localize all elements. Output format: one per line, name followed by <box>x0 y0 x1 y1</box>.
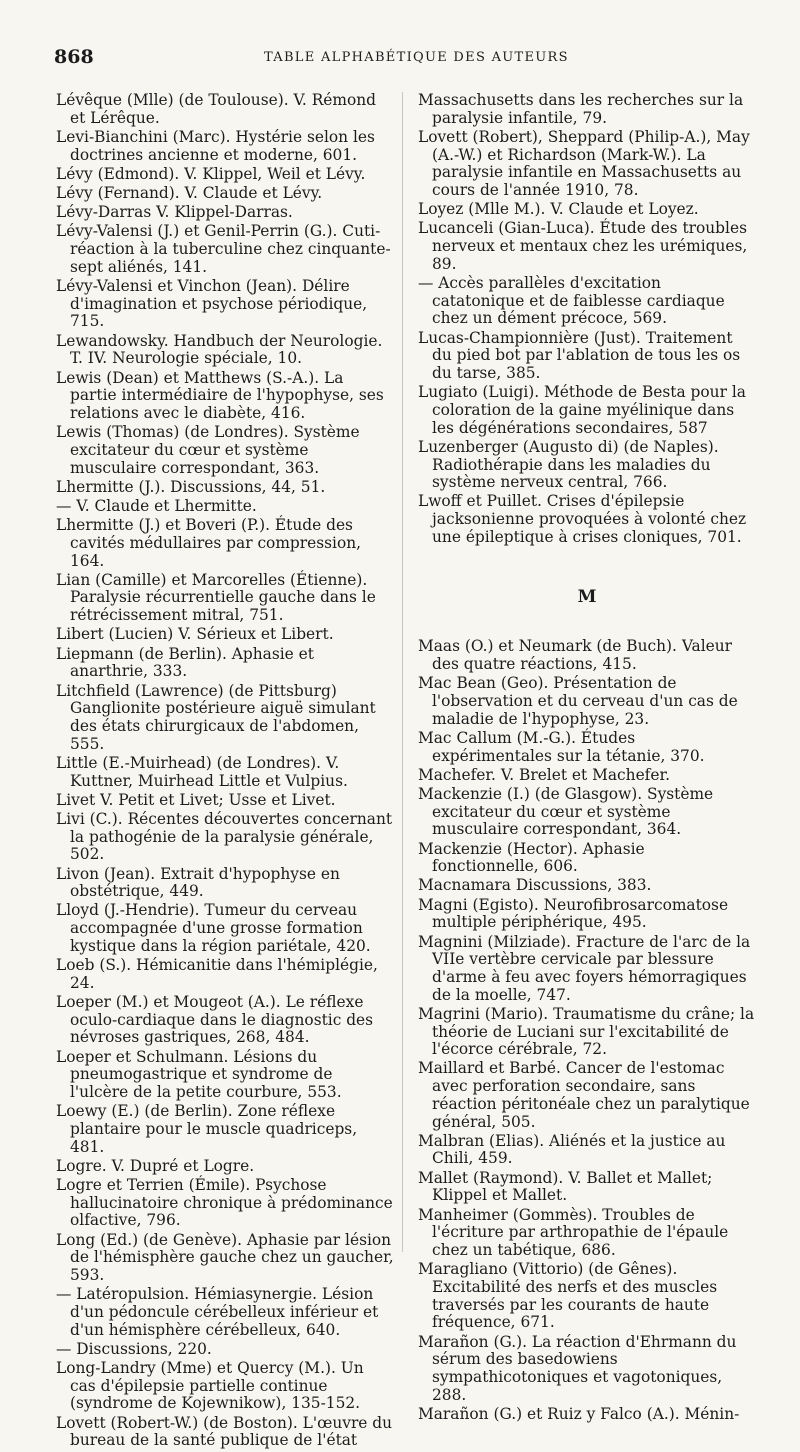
index-entry: Loewy (E.) (de Berlin). Zone réflexe plantaire pour le muscle quadriceps, 481. <box>56 1102 358 1156</box>
index-entry: Lévy-Darras V. Klippel-Darras. <box>56 203 293 222</box>
index-entry: Lucas-Championnière (Just). Traitement du pied bot par l'ablation de tous les os du tarse, 385. <box>418 328 741 383</box>
index-entry: — Accès parallèles d'excitation catatonique et de faiblesse cardiaque chez un dément précoce, 569. <box>418 274 725 328</box>
index-entry: Mac Bean (Geo). Présentation de l'observation et du cerveau d'un cas de maladie de l'hypophyse, 23. <box>418 674 738 728</box>
index-entry: Lévy (Edmond). V. Klippel, Weil et Lévy. <box>56 164 366 183</box>
index-entry: Maragliano (Vittorio) (de Gênes). Excitabilité des nerfs et des muscles traversés par les courants de haute fréquence, 671. <box>418 1260 718 1332</box>
running-title: TABLE ALPHABÉTIQUE DES AUTEURS <box>264 50 569 65</box>
index-entry: Magnini (Milziade). Fracture de l'arc de la VIIe vertèbre cervicale par blessure d'arme à feu avec foyers hémorragiques de la moelle, 747. <box>418 932 751 1004</box>
index-entry: — Latéropulsion. Hémiasynergie. Lésion d'un pédoncule cérébelleux inférieur et d'un hémisphère cérébelleux, 640. <box>56 1285 379 1339</box>
index-entry: Lhermitte (J.). Discussions, 44, 51. <box>56 477 326 496</box>
index-entry: Lévêque (Mlle) (de Toulouse). V. Rémond et Lérêque. <box>56 91 377 127</box>
index-entry: Lloyd (J.-Hendrie). Tumeur du cerveau accompagnée d'une grosse formation kystique dans la région pariétale, 420. <box>56 901 371 955</box>
index-entry: — V. Claude et Lhermitte. <box>56 496 257 515</box>
index-entry: Litchfield (Lawrence) (de Pittsburg) Ganglionite postérieure aiguë simulant des états chirurgicaux de l'abdomen, 555. <box>56 681 376 753</box>
page-header <box>54 46 758 76</box>
index-entry: Lewis (Dean) et Matthews (S.-A.). La partie intermédiaire de l'hypophyse, ses relations avec le diabète, 416. <box>56 368 384 422</box>
index-entry: Massachusetts dans les recherches sur la paralysie infantile, 79. <box>418 91 744 127</box>
index-entry: Loyez (Mlle M.). V. Claude et Loyez. <box>418 200 699 219</box>
column-divider <box>402 92 403 1252</box>
index-entry: Malbran (Elias). Aliénés et la justice au Chili, 459. <box>418 1131 726 1168</box>
right-column <box>418 92 756 1425</box>
left-column <box>56 92 394 1452</box>
index-entry: Lian (Camille) et Marcorelles (Étienne). Paralysie récurrentielle gauche dans le rétrécissement mitral, 751. <box>56 570 376 625</box>
index-entry: Logre. V. Dupré et Logre. <box>56 1156 255 1175</box>
index-entry: Loeb (S.). Hémicanitie dans l'hémiplégie, 24. <box>56 956 378 992</box>
page-number: 868 <box>54 46 94 68</box>
index-entry: Magrini (Mario). Traumatisme du crâne; la théorie de Luciani sur l'excitabilité de l'écorce cérébrale, 72. <box>418 1004 755 1059</box>
index-entry: Lewandowsky. Handbuch der Neurologie. T. IV. Neurologie spéciale, 10. <box>56 331 383 368</box>
index-entry: Manheimer (Gommès). Troubles de l'écriture par arthropathie de l'épaule chez un tabétique, 686. <box>418 1205 729 1259</box>
index-entry: Marañon (G.). La réaction d'Ehrmann du sérum des basedowiens sympathicotoniques et vagotoniques, 288. <box>418 1332 737 1404</box>
index-entry: Marañon (G.) et Ruiz y Falco (A.). Ménin- <box>418 1404 740 1423</box>
index-entry: Long-Landry (Mme) et Quercy (M.). Un cas d'épilepsie partielle continue (syndrome de Kojewnikow), 135-152. <box>56 1359 364 1413</box>
index-entry: Mallet (Raymond). V. Ballet et Mallet; Klippel et Mallet. <box>418 1168 713 1205</box>
index-entry: Maas (O.) et Neumark (de Buch). Valeur des quatre réactions, 415. <box>418 637 733 673</box>
index-entry: Loeper (M.) et Mougeot (A.). Le réflexe oculo-cardiaque dans le diagnostic des névroses gastriques, 268, 484. <box>56 992 374 1047</box>
index-entry: Lewis (Thomas) (de Londres). Système excitateur du cœur et système musculaire correspondant, 363. <box>56 423 360 477</box>
index-entry: Mackenzie (Hector). Aphasie fonctionnelle, 606. <box>418 839 645 876</box>
index-entry: Lugiato (Luigi). Méthode de Besta pour la coloration de la gaine myélinique dans les dégénérations secondaires, 587 <box>418 383 746 437</box>
index-entry: Liepmann (de Berlin). Aphasie et anarthrie, 333. <box>56 644 314 681</box>
index-entry: Livi (C.). Récentes découvertes concernant la pathogénie de la paralysie générale, 502. <box>56 809 393 864</box>
index-entry: Livet V. Petit et Livet; Usse et Livet. <box>56 790 336 809</box>
right-column-entries-m <box>418 638 756 1423</box>
index-entry: Little (E.-Muirhead) (de Londres). V. Kuttner, Muirhead Little et Vulpius. <box>56 753 348 790</box>
index-entry: — Discussions, 220. <box>56 1339 212 1358</box>
right-column-entries-l <box>418 92 756 547</box>
index-entry: Maillard et Barbé. Cancer de l'estomac avec perforation secondaire, sans réaction péritonéale chez un paralytique général, 505. <box>418 1059 750 1131</box>
index-entry: Livon (Jean). Extrait d'hypophyse en obstétrique, 449. <box>56 864 340 901</box>
index-entry: Magni (Egisto). Neurofibrosarcomatose multiple périphérique, 495. <box>418 895 729 932</box>
index-entry: Lhermitte (J.) et Boveri (P.). Étude des cavités médullaires par compression, 164. <box>56 516 362 570</box>
index-entry: Long (Ed.) (de Genève). Aphasie par lésion de l'hémisphère gauche chez un gaucher, 593. <box>56 1230 394 1284</box>
index-entry: Luzenberger (Augusto di) (de Naples). Radiothérapie dans les maladies du système nerveux central, 766. <box>418 437 719 492</box>
index-entry: Lévy-Valensi et Vinchon (Jean). Délire d'imagination et psychose périodique, 715. <box>56 277 368 331</box>
index-entry: Macnamara Discussions, 383. <box>418 876 652 895</box>
index-entry: Lucanceli (Gian-Luca). Étude des troubles nerveux et mentaux chez les urémiques, 89. <box>418 219 748 273</box>
index-entry: Logre et Terrien (Émile). Psychose hallucinatoire chronique à prédominance olfactive, 796. <box>56 1175 393 1230</box>
index-entry: Lovett (Robert-W.) (de Boston). L'œuvre du bureau de la santé publique de l'état <box>56 1413 393 1450</box>
section-letter-heading: M <box>577 586 597 607</box>
index-entry: Libert (Lucien) V. Sérieux et Libert. <box>56 625 334 644</box>
index-entry: Loeper et Schulmann. Lésions du pneumogastrique et syndrome de l'ulcère de la petite courbure, 553. <box>56 1047 342 1101</box>
index-entry: Mackenzie (I.) (de Glasgow). Système excitateur du cœur et système musculaire correspondant, 364. <box>418 784 714 839</box>
index-entry: Machefer. V. Brelet et Machefer. <box>418 765 671 784</box>
index-entry: Lwoff et Puillet. Crises d'épilepsie jacksonienne provoquées à volonté chez une épileptique à crises cloniques, 701. <box>418 492 747 546</box>
index-entry: Lévy (Fernand). V. Claude et Lévy. <box>56 184 323 203</box>
index-entry: Levi-Bianchini (Marc). Hystérie selon les doctrines ancienne et moderne, 601. <box>56 127 375 164</box>
index-entry: Lovett (Robert), Sheppard (Philip-A.), May (A.-W.) et Richardson (Mark-W.). La paralysie infantile en Massachusetts au cours de l'année 1910, 78. <box>418 127 750 200</box>
index-entry: Mac Callum (M.-G.). Études expérimentales sur la tétanie, 370. <box>418 728 705 765</box>
index-entry: Lévy-Valensi (J.) et Genil-Perrin (G.). Cuti-réaction à la tuberculine chez cinquante-sept aliénés, 141. <box>56 222 391 276</box>
